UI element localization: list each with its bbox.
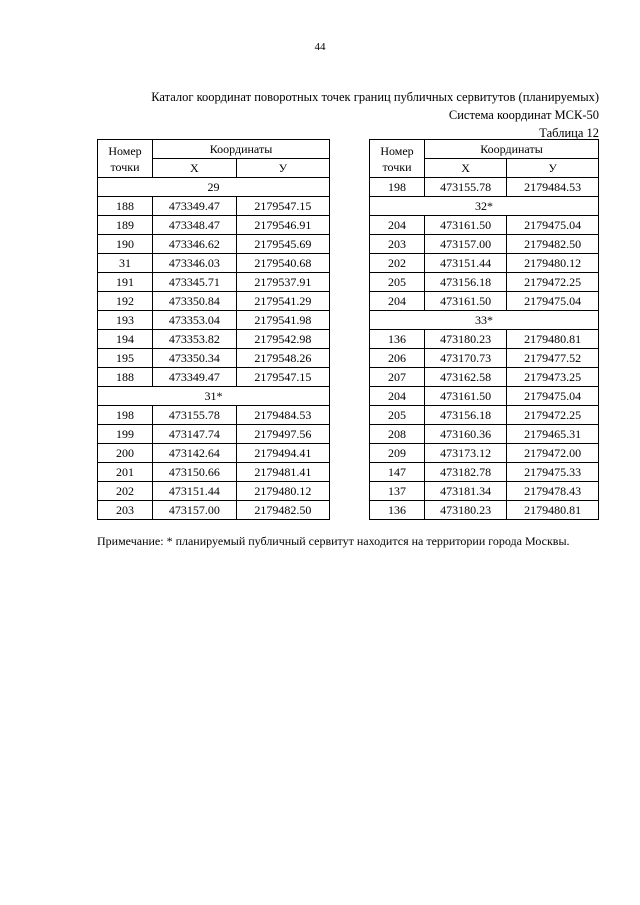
servitude-group-label: 31* — [98, 387, 330, 406]
servitude-group-label: 29 — [98, 178, 330, 197]
header-point-label: точки — [382, 159, 412, 174]
header-number-label: Номер — [380, 143, 414, 158]
table-row — [370, 387, 599, 406]
header-y: У — [236, 159, 329, 178]
y-coordinate-cell: 2179477.52 — [507, 349, 599, 368]
table-row — [370, 216, 599, 235]
point-number-cell: 31 — [98, 254, 153, 273]
table-row — [98, 216, 330, 235]
table-row — [370, 235, 599, 254]
x-coordinate-cell: 473346.62 — [153, 235, 237, 254]
servitude-group-row — [98, 178, 330, 197]
x-coordinate-cell: 473161.50 — [425, 387, 507, 406]
y-coordinate-cell: 2179482.50 — [236, 501, 329, 520]
servitude-group-row — [370, 311, 599, 330]
table-row — [370, 330, 599, 349]
x-coordinate-cell: 473170.73 — [425, 349, 507, 368]
y-coordinate-cell: 2179465.31 — [507, 425, 599, 444]
point-number-cell: 191 — [98, 273, 153, 292]
x-coordinate-cell: 473150.66 — [153, 463, 237, 482]
y-coordinate-cell: 2179484.53 — [507, 178, 599, 197]
table-row — [98, 406, 330, 425]
x-coordinate-cell: 473349.47 — [153, 197, 237, 216]
servitude-group-row — [370, 197, 599, 216]
x-coordinate-cell: 473180.23 — [425, 501, 507, 520]
y-coordinate-cell: 2179541.98 — [236, 311, 329, 330]
point-number-cell: 209 — [370, 444, 425, 463]
catalog-title: Каталог координат поворотных точек границ публичных сервитутов (планируемых) — [151, 90, 599, 104]
header-y: У — [507, 159, 599, 178]
table-row — [98, 330, 330, 349]
x-coordinate-cell: 473161.50 — [425, 292, 507, 311]
table-row — [370, 425, 599, 444]
table-row — [98, 425, 330, 444]
servitude-group-label: 33* — [370, 311, 599, 330]
point-number-cell: 198 — [370, 178, 425, 197]
point-number-cell: 205 — [370, 406, 425, 425]
point-number-cell: 206 — [370, 349, 425, 368]
table-row — [98, 311, 330, 330]
x-coordinate-cell: 473155.78 — [153, 406, 237, 425]
y-coordinate-cell: 2179475.04 — [507, 216, 599, 235]
x-coordinate-cell: 473147.74 — [153, 425, 237, 444]
point-number-cell: 194 — [98, 330, 153, 349]
y-coordinate-cell: 2179494.41 — [236, 444, 329, 463]
header-x: X — [153, 159, 237, 178]
x-coordinate-cell: 473162.58 — [425, 368, 507, 387]
x-coordinate-cell: 473160.36 — [425, 425, 507, 444]
x-coordinate-cell: 473151.44 — [425, 254, 507, 273]
table-row — [370, 349, 599, 368]
x-coordinate-cell: 473157.00 — [425, 235, 507, 254]
header-x: X — [425, 159, 507, 178]
table-row — [98, 444, 330, 463]
point-number-cell: 202 — [98, 482, 153, 501]
header-number-label: Номер — [108, 143, 142, 158]
y-coordinate-cell: 2179480.12 — [236, 482, 329, 501]
header-point-label: точки — [110, 159, 140, 174]
y-coordinate-cell: 2179475.04 — [507, 387, 599, 406]
header-point-number — [98, 140, 153, 178]
point-number-cell: 207 — [370, 368, 425, 387]
y-coordinate-cell: 2179473.25 — [507, 368, 599, 387]
header-point-number — [370, 140, 425, 178]
point-number-cell: 200 — [98, 444, 153, 463]
table-row — [98, 235, 330, 254]
y-coordinate-cell: 2179547.15 — [236, 197, 329, 216]
table-row — [98, 273, 330, 292]
table-row — [98, 197, 330, 216]
point-number-cell: 137 — [370, 482, 425, 501]
table-row — [98, 501, 330, 520]
x-coordinate-cell: 473350.34 — [153, 349, 237, 368]
table-body-right — [370, 178, 599, 520]
x-coordinate-cell: 473182.78 — [425, 463, 507, 482]
point-number-cell: 195 — [98, 349, 153, 368]
y-coordinate-cell: 2179480.12 — [507, 254, 599, 273]
point-number-cell: 188 — [98, 368, 153, 387]
y-coordinate-cell: 2179472.25 — [507, 406, 599, 425]
table-row — [370, 368, 599, 387]
point-number-cell: 193 — [98, 311, 153, 330]
x-coordinate-cell: 473350.84 — [153, 292, 237, 311]
point-number-cell: 136 — [370, 501, 425, 520]
y-coordinate-cell: 2179480.81 — [507, 330, 599, 349]
point-number-cell: 203 — [370, 235, 425, 254]
table-row — [98, 292, 330, 311]
point-number-cell: 203 — [98, 501, 153, 520]
y-coordinate-cell: 2179484.53 — [236, 406, 329, 425]
point-number-cell: 204 — [370, 387, 425, 406]
point-number-cell: 188 — [98, 197, 153, 216]
y-coordinate-cell: 2179545.69 — [236, 235, 329, 254]
table-row — [370, 254, 599, 273]
point-number-cell: 204 — [370, 292, 425, 311]
header-coordinates: Координаты — [425, 140, 599, 159]
x-coordinate-cell: 473156.18 — [425, 273, 507, 292]
y-coordinate-cell: 2179472.25 — [507, 273, 599, 292]
y-coordinate-cell: 2179482.50 — [507, 235, 599, 254]
x-coordinate-cell: 473353.82 — [153, 330, 237, 349]
coordinates-table-right — [369, 139, 599, 520]
y-coordinate-cell: 2179546.91 — [236, 216, 329, 235]
page-number: 44 — [314, 41, 326, 53]
x-coordinate-cell: 473345.71 — [153, 273, 237, 292]
point-number-cell: 208 — [370, 425, 425, 444]
servitude-group-row — [98, 387, 330, 406]
y-coordinate-cell: 2179472.00 — [507, 444, 599, 463]
table-row — [98, 254, 330, 273]
point-number-cell: 192 — [98, 292, 153, 311]
x-coordinate-cell: 473181.34 — [425, 482, 507, 501]
x-coordinate-cell: 473353.04 — [153, 311, 237, 330]
x-coordinate-cell: 473348.47 — [153, 216, 237, 235]
point-number-cell: 136 — [370, 330, 425, 349]
y-coordinate-cell: 2179481.41 — [236, 463, 329, 482]
point-number-cell: 205 — [370, 273, 425, 292]
point-number-cell: 201 — [98, 463, 153, 482]
footnote: Примечание: * планируемый публичный сервитут находится на территории города Москвы. — [97, 534, 570, 548]
x-coordinate-cell: 473151.44 — [153, 482, 237, 501]
coordinate-system: Система координат МСК-50 — [448, 108, 599, 122]
table-row — [370, 482, 599, 501]
x-coordinate-cell: 473180.23 — [425, 330, 507, 349]
x-coordinate-cell: 473173.12 — [425, 444, 507, 463]
table-row — [370, 463, 599, 482]
table-row — [98, 463, 330, 482]
header-coordinates: Координаты — [153, 140, 330, 159]
table-row — [370, 178, 599, 197]
x-coordinate-cell: 473157.00 — [153, 501, 237, 520]
x-coordinate-cell: 473155.78 — [425, 178, 507, 197]
point-number-cell: 190 — [98, 235, 153, 254]
x-coordinate-cell: 473142.64 — [153, 444, 237, 463]
point-number-cell: 147 — [370, 463, 425, 482]
x-coordinate-cell: 473349.47 — [153, 368, 237, 387]
x-coordinate-cell: 473161.50 — [425, 216, 507, 235]
y-coordinate-cell: 2179478.43 — [507, 482, 599, 501]
table-label: Таблица 12 — [539, 126, 599, 140]
table-row — [370, 444, 599, 463]
point-number-cell: 199 — [98, 425, 153, 444]
point-number-cell: 189 — [98, 216, 153, 235]
table-row — [98, 368, 330, 387]
y-coordinate-cell: 2179542.98 — [236, 330, 329, 349]
y-coordinate-cell: 2179497.56 — [236, 425, 329, 444]
point-number-cell: 204 — [370, 216, 425, 235]
y-coordinate-cell: 2179480.81 — [507, 501, 599, 520]
table-row — [370, 292, 599, 311]
y-coordinate-cell: 2179541.29 — [236, 292, 329, 311]
table-row — [98, 482, 330, 501]
table-row — [370, 501, 599, 520]
point-number-cell: 198 — [98, 406, 153, 425]
x-coordinate-cell: 473346.03 — [153, 254, 237, 273]
table-row — [370, 273, 599, 292]
y-coordinate-cell: 2179547.15 — [236, 368, 329, 387]
y-coordinate-cell: 2179537.91 — [236, 273, 329, 292]
servitude-group-label: 32* — [370, 197, 599, 216]
x-coordinate-cell: 473156.18 — [425, 406, 507, 425]
y-coordinate-cell: 2179548.26 — [236, 349, 329, 368]
coordinates-table-left — [97, 139, 330, 520]
table-row — [98, 349, 330, 368]
y-coordinate-cell: 2179475.33 — [507, 463, 599, 482]
point-number-cell: 202 — [370, 254, 425, 273]
y-coordinate-cell: 2179475.04 — [507, 292, 599, 311]
table-body-left — [98, 178, 330, 520]
y-coordinate-cell: 2179540.68 — [236, 254, 329, 273]
table-row — [370, 406, 599, 425]
